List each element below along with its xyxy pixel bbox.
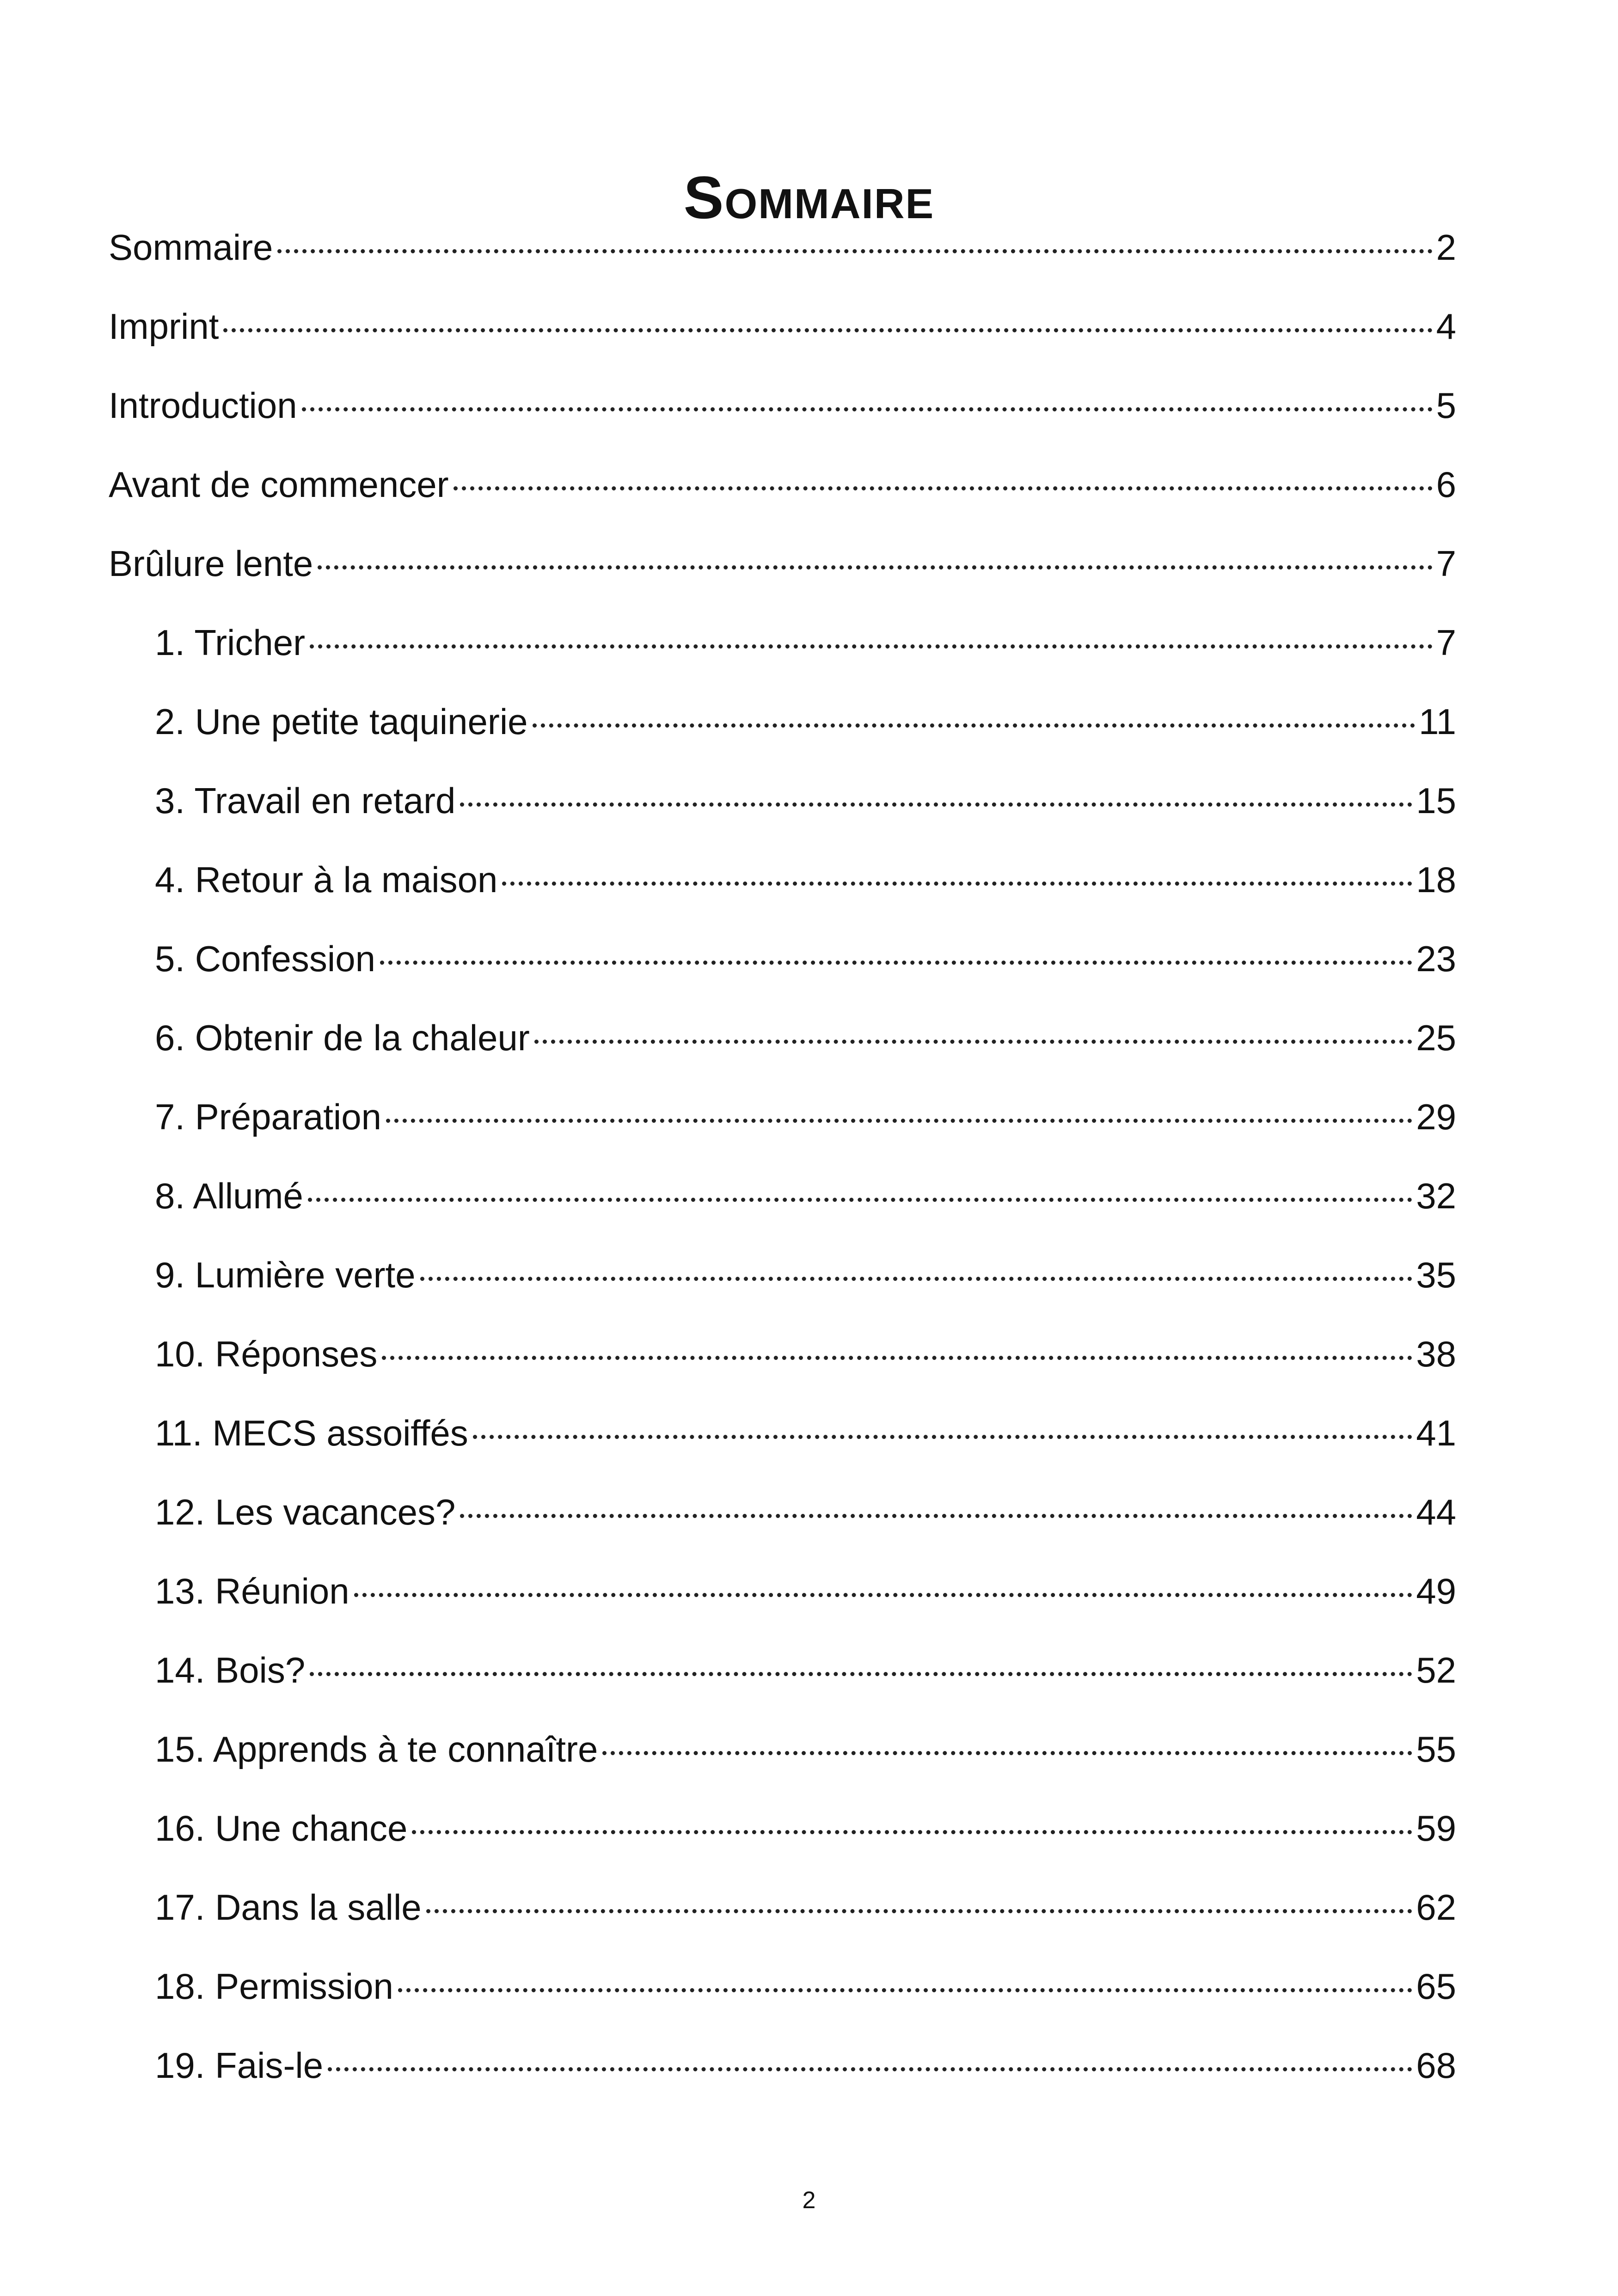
toc-entry-label: 11. MECS assoiffés [155, 1413, 468, 1453]
toc-entry[interactable] [109, 1398, 1456, 1477]
toc-entry-label: 4. Retour à la maison [155, 859, 498, 900]
page-number: 2 [802, 2187, 816, 2214]
toc-entry[interactable] [109, 1477, 1456, 1556]
toc-entry[interactable] [109, 1161, 1456, 1240]
toc-entry[interactable] [109, 924, 1456, 1003]
toc-entry-page: 41 [1416, 1413, 1456, 1453]
toc-entry-page: 18 [1416, 859, 1456, 900]
toc-entry-label: Avant de commencer [109, 464, 449, 505]
toc-entry[interactable] [109, 1635, 1456, 1714]
dot-leader [310, 613, 1433, 655]
dot-leader [318, 534, 1432, 576]
toc-entry-label: Introduction [109, 385, 297, 426]
toc-entry[interactable] [109, 845, 1456, 924]
toc-entry-page: 23 [1416, 938, 1456, 979]
toc-entry-label: 8. Allumé [155, 1176, 303, 1216]
dot-leader [328, 2036, 1412, 2078]
toc-entry-page: 5 [1436, 385, 1456, 426]
toc-entry-page: 65 [1416, 1966, 1456, 2007]
toc-entry-label: 18. Permission [155, 1966, 393, 2007]
toc-entry[interactable] [109, 608, 1456, 687]
toc-entry[interactable] [109, 371, 1456, 450]
toc-entry[interactable] [109, 1714, 1456, 1794]
toc-entry-label: 19. Fais-le [155, 2045, 324, 2086]
toc-entry[interactable] [109, 213, 1456, 292]
toc-entry-page: 49 [1416, 1571, 1456, 1611]
toc-entry-page: 15 [1416, 780, 1456, 821]
toc-entry-page: 38 [1416, 1334, 1456, 1374]
toc-entry-label: 7. Préparation [155, 1096, 381, 1137]
dot-leader [460, 1483, 1412, 1525]
toc-entry-label: 10. Réponses [155, 1334, 378, 1374]
dot-leader [534, 1009, 1412, 1050]
toc-entry-page: 2 [1436, 227, 1456, 268]
toc-entry-label: 2. Une petite taquinerie [155, 701, 528, 742]
toc-entry-page: 6 [1436, 464, 1456, 505]
dot-leader [382, 1325, 1412, 1366]
toc-entry-label: 12. Les vacances? [155, 1492, 456, 1532]
dot-leader [354, 1562, 1413, 1604]
toc-entry-page: 35 [1416, 1255, 1456, 1295]
toc-entry-label: 6. Obtenir de la chaleur [155, 1017, 530, 1058]
toc-entry-page: 52 [1416, 1650, 1456, 1690]
dot-leader [502, 851, 1412, 892]
dot-leader [412, 1799, 1412, 1841]
toc-entry[interactable] [109, 2031, 1456, 2110]
toc-entry-label: 16. Une chance [155, 1808, 408, 1849]
dot-leader [454, 455, 1433, 497]
toc-entry[interactable] [109, 1319, 1456, 1398]
toc-entry-page: 29 [1416, 1096, 1456, 1137]
toc-entry[interactable] [109, 1873, 1456, 1952]
toc-entry-label: Imprint [109, 306, 219, 347]
toc-entry-label: 13. Réunion [155, 1571, 349, 1611]
toc-entry[interactable] [109, 1556, 1456, 1635]
dot-leader [602, 1720, 1412, 1762]
toc-entry-page: 44 [1416, 1492, 1456, 1532]
toc-entry-page: 4 [1436, 306, 1456, 347]
toc-entry[interactable] [109, 1794, 1456, 1873]
table-of-contents [109, 213, 1456, 2110]
dot-leader [426, 1878, 1413, 1920]
toc-entry-page: 11 [1419, 701, 1456, 742]
toc-entry-page: 59 [1416, 1808, 1456, 1849]
dot-leader [473, 1404, 1412, 1445]
toc-entry-page: 25 [1416, 1017, 1456, 1058]
toc-entry[interactable] [109, 687, 1456, 766]
dot-leader [460, 771, 1412, 813]
dot-leader [533, 692, 1415, 734]
toc-entry-label: 1. Tricher [155, 622, 306, 663]
toc-entry-label: 3. Travail en retard [155, 780, 456, 821]
toc-entry-label: 15. Apprends à te connaître [155, 1729, 598, 1769]
toc-entry-label: Sommaire [109, 227, 273, 268]
toc-entry-page: 7 [1436, 622, 1456, 663]
dot-leader [308, 1167, 1412, 1208]
toc-entry[interactable] [109, 766, 1456, 845]
toc-entry-page: 55 [1416, 1729, 1456, 1769]
dot-leader [310, 1641, 1412, 1683]
toc-entry[interactable] [109, 529, 1456, 608]
toc-entry-page: 62 [1416, 1887, 1456, 1928]
toc-entry-label: 17. Dans la salle [155, 1887, 422, 1928]
toc-entry-label: 14. Bois? [155, 1650, 306, 1690]
toc-entry-page: 7 [1436, 543, 1456, 584]
toc-entry[interactable] [109, 450, 1456, 529]
toc-entry-label: Brûlure lente [109, 543, 313, 584]
toc-entry[interactable] [109, 1952, 1456, 2031]
toc-entry-label: 5. Confession [155, 938, 375, 979]
toc-entry[interactable] [109, 1082, 1456, 1161]
toc-entry[interactable] [109, 1003, 1456, 1082]
toc-entry-label: 9. Lumière verte [155, 1255, 416, 1295]
dot-leader [398, 1957, 1412, 1999]
dot-leader [302, 376, 1433, 418]
toc-entry-page: 68 [1416, 2045, 1456, 2086]
dot-leader [380, 930, 1412, 971]
toc-entry[interactable] [109, 1240, 1456, 1319]
dot-leader [277, 218, 1432, 260]
dot-leader [386, 1088, 1412, 1129]
dot-leader [223, 297, 1432, 339]
toc-entry-page: 32 [1416, 1176, 1456, 1216]
toc-entry[interactable] [109, 292, 1456, 371]
page-title: Sommaire [683, 164, 935, 232]
dot-leader [420, 1246, 1413, 1287]
